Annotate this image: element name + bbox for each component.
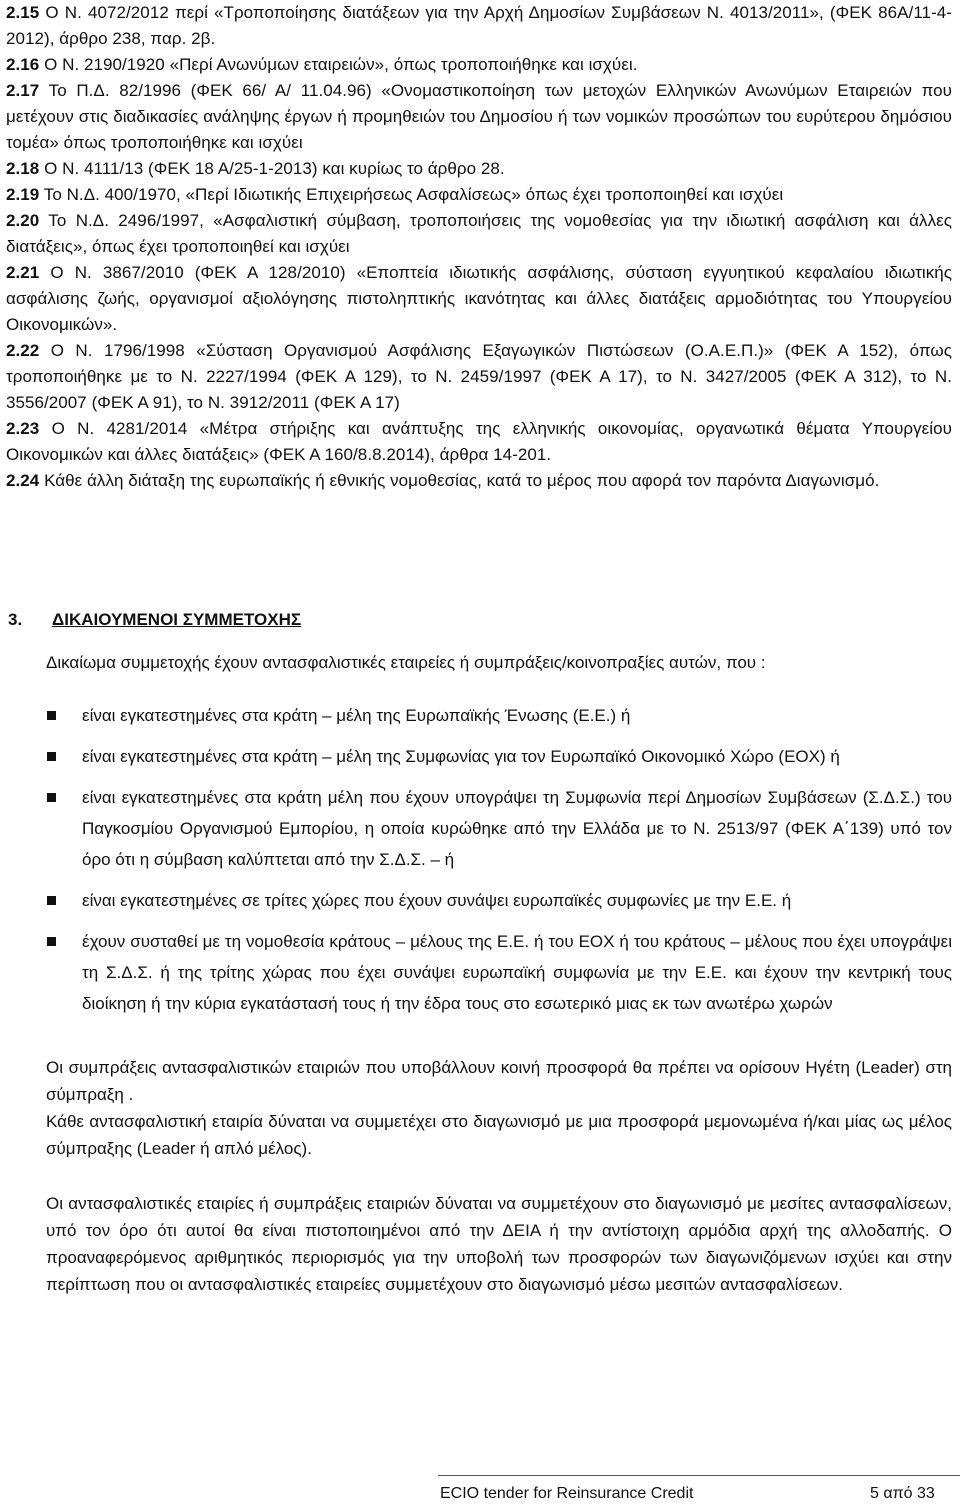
law-number: 2.23 xyxy=(6,419,40,438)
law-text: Ο Ν. 4281/2014 «Μέτρα στήριξης και ανάπτυξης της ελληνικής οικονομίας, οργανωτικά θέματα Υπουργείου Οικονομικών και άλλες διατάξεις» (ΦΕΚ Α 160/8.8.2014), άρθρα 14-201. xyxy=(6,419,952,464)
law-number: 2.18 xyxy=(6,159,40,178)
law-item xyxy=(6,156,952,182)
law-text: Ο Ν. 4072/2012 περί «Τροποποίησης διατάξεων για την Αρχή Δημοσίων Συμβάσεων Ν. 4013/2011», (ΦΕΚ 86Α/11-4-2012), άρθρο 238, παρ. 2β. xyxy=(6,3,952,48)
square-bullet-icon xyxy=(47,937,56,946)
list-item xyxy=(6,926,952,1019)
law-number: 2.19 xyxy=(6,185,40,204)
law-item xyxy=(6,52,952,78)
document-page xyxy=(6,0,952,1294)
square-bullet-icon xyxy=(47,896,56,905)
brokers-block xyxy=(46,1190,952,1298)
law-item xyxy=(6,468,952,494)
list-item xyxy=(6,700,952,731)
law-item xyxy=(6,0,952,52)
law-text: Ο Ν. 4111/13 (ΦΕΚ 18 Α/25-1-2013) και κυρίως το άρθρο 28. xyxy=(39,159,505,178)
leader-paragraph: Οι συμπράξεις αντασφαλιστικών εταιριών που υποβάλλουν κοινή προσφορά θα πρέπει να ορίσουν Ηγέτη (Leader) στη σύμπραξη . xyxy=(46,1058,952,1104)
law-text: Το Ν.Δ. 2496/1997, «Ασφαλιστική σύμβαση, τροποποιήσεις της νομοθεσίας για την ιδιωτική ασφάλιση και άλλες διατάξεις», όπως έχει τροποποιηθεί και ισχύει xyxy=(6,211,952,256)
list-item xyxy=(6,741,952,772)
consortium-paragraphs xyxy=(46,1054,952,1162)
law-text: Το Ν.Δ. 400/1970, «Περί Ιδιωτικής Επιχειρήσεως Ασφαλίσεως» όπως έχει τροποποιηθεί και ισχύει xyxy=(39,185,784,204)
law-item xyxy=(6,182,952,208)
list-item-text: είναι εγκατεστημένες σε τρίτες χώρες που έχουν συνάψει ευρωπαϊκές συμφωνίες με την Ε.Ε. ή xyxy=(82,891,792,910)
footer-divider xyxy=(438,1475,960,1476)
list-item xyxy=(6,885,952,916)
square-bullet-icon xyxy=(47,752,56,761)
eligibility-list xyxy=(6,700,952,1029)
law-number: 2.15 xyxy=(6,3,40,22)
section-title: ΔΙΚΑΙΟΥΜΕΝΟΙ ΣΥΜΜΕΤΟΧΗΣ xyxy=(52,610,302,629)
law-number: 2.21 xyxy=(6,263,40,282)
law-item xyxy=(6,338,952,416)
section-heading xyxy=(8,607,301,633)
law-item xyxy=(6,260,952,338)
law-text: Ο Ν. 3867/2010 (ΦΕΚ Α 128/2010) «Εποπτεία ιδιωτικής ασφάλισης, σύσταση εγγυητικού κεφαλαίου ιδιωτικής ασφάλισης ζωής, οργανισμοί αξιολόγησης πιστοληπτικής ικανότητας και άλλες διατάξεις αρμοδιότητας του Υπουργείου Οικονομικών». xyxy=(6,263,952,334)
square-bullet-icon xyxy=(47,711,56,720)
footer-page-number: 5 από 33 xyxy=(870,1485,935,1502)
law-number: 2.20 xyxy=(6,211,40,230)
section-intro: Δικαίωμα συμμετοχής έχουν αντασφαλιστικές εταιρείες ή συμπράξεις/κοινοπραξίες αυτών, που : xyxy=(46,653,766,672)
legislation-list xyxy=(6,0,952,494)
section-number: 3. xyxy=(8,610,23,629)
law-number: 2.22 xyxy=(6,341,40,360)
page-footer xyxy=(0,1475,960,1507)
law-number: 2.17 xyxy=(6,81,40,100)
law-text: Κάθε άλλη διάταξη της ευρωπαϊκής ή εθνικής νομοθεσίας, κατά το μέρος που αφορά τον παρόντα Διαγωνισμό. xyxy=(39,471,880,490)
list-item-text: είναι εγκατεστημένες στα κράτη μέλη που έχουν υπογράψει τη Συμφωνία περί Δημοσίων Συμβάσεων (Σ.Δ.Σ.) του Παγκοσμίου Οργανισμού Εμπορίου, η οποία κυρώθηκε από την Ελλάδα με το Ν. 2513/97 (ΦΕΚ Α΄139) υπό τον όρο ότι η σύμβαση καλύπτεται από την Σ.Δ.Σ. – ή xyxy=(82,788,952,869)
list-item xyxy=(6,782,952,875)
law-number: 2.24 xyxy=(6,471,40,490)
law-item xyxy=(6,416,952,468)
law-text: Ο Ν. 2190/1920 «Περί Ανωνύμων εταιρειών», όπως τροποποιήθηκε και ισχύει. xyxy=(39,55,638,74)
square-bullet-icon xyxy=(47,793,56,802)
law-text: Το Π.Δ. 82/1996 (ΦΕΚ 66/ Α/ 11.04.96) «Ονομαστικοποίηση των μετοχών Ελληνικών Ανωνύμων Εταιρειών που μετέχουν στις διαδικασίες ανάληψης έργων ή προμηθειών του Δημοσίου ή των νομικών προσώπων του ευρύτερου δημόσιου τομέα» όπως τροποποιήθηκε και ισχύει xyxy=(6,81,952,152)
single-offer-paragraph: Κάθε αντασφαλιστική εταιρία δύναται να συμμετέχει στο διαγωνισμό με μια προσφορά μεμονωμένα ή/και μίας ως μέλος σύμπραξης (Leader ή απλό μέλος). xyxy=(46,1112,952,1158)
law-item xyxy=(6,78,952,156)
list-item-text: είναι εγκατεστημένες στα κράτη – μέλη της Ευρωπαϊκής Ένωσης (Ε.Ε.) ή xyxy=(82,706,631,725)
list-item-text: έχουν συσταθεί με τη νομοθεσία κράτους – μέλους της Ε.Ε. ή του ΕΟΧ ή του κράτους – μέλους που έχει υπογράψει τη Σ.Δ.Σ. ή της τρίτης χώρας που έχει συνάψει ευρωπαϊκή συμφωνία με την Ε.Ε. και έχουν την κεντρική τους διοίκηση ή την κύρια εγκατάστασή τους ή την έδρα τους στο εσωτερικό μιας εκ των ανωτέρω χωρών xyxy=(82,932,952,1013)
footer-document-title: ECIO tender for Reinsurance Credit xyxy=(440,1485,694,1502)
law-item xyxy=(6,208,952,260)
brokers-paragraph: Οι αντασφαλιστικές εταιρίες ή συμπράξεις εταιριών δύναται να συμμετέχουν στο διαγωνισμό με μεσίτες αντασφαλίσεων, υπό τον όρο ότι αυτοί θα είναι πιστοποιημένοι από την ΔΕΙΑ ή την αντίστοιχη αρμόδια αρχή της αλλοδαπής. Ο προαναφερόμενος αριθμητικός περιορισμός για την υποβολή των προσφορών των διαγωνιζόμενων ισχύει και στην περίπτωση που οι αντασφαλιστικές εταιρείες συμμετέχουν στο διαγωνισμό μέσω μεσιτών αντασφαλίσεων. xyxy=(46,1194,952,1294)
list-item-text: είναι εγκατεστημένες στα κράτη – μέλη της Συμφωνίας για τον Ευρωπαϊκό Οικονομικό Χώρο (ΕΟΧ) ή xyxy=(82,747,840,766)
law-text: Ο Ν. 1796/1998 «Σύσταση Οργανισμού Ασφάλισης Εξαγωγικών Πιστώσεων (Ο.Α.Ε.Π.)» (ΦΕΚ Α 152), όπως τροποποιήθηκε με το Ν. 2227/1994 (ΦΕΚ Α 129), το Ν. 2459/1997 (ΦΕΚ Α 17), το Ν. 3427/2005 (ΦΕΚ Α 312), το Ν. 3556/2007 (ΦΕΚ Α 91), το Ν. 3912/2011 (ΦΕΚ Α 17) xyxy=(6,341,952,412)
law-number: 2.16 xyxy=(6,55,40,74)
